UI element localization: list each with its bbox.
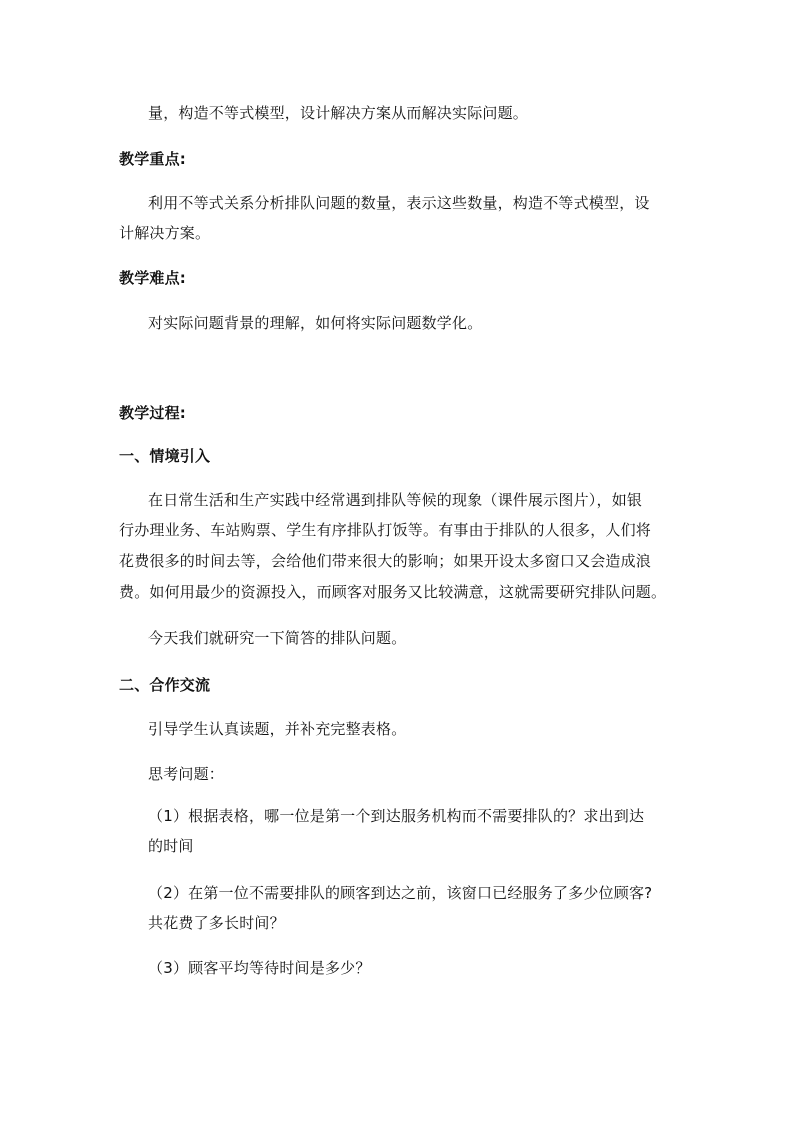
key-points-line-1: 利用不等式关系分析排队问题的数量，表示这些数量，构造不等式模型，设 bbox=[148, 194, 650, 212]
key-points-line-2: 计解决方案。 bbox=[119, 224, 211, 242]
intro-tail-text: 量，构造不等式模型，设计解决方案从而解决实际问题。 bbox=[148, 104, 529, 122]
section1-paragraph-line-3: 花费很多的时间去等，会给他们带来很大的影响；如果开设太多窗口又会造成浪 bbox=[119, 552, 652, 570]
question-3-line-1: （3）顾客平均等待时间是多少？ bbox=[148, 959, 371, 977]
section2-heading: 二、合作交流 bbox=[119, 676, 211, 694]
question-2-line-1: （2）在第一位不需要排队的顾客到达之前，该窗口已经服务了多少位顾客? bbox=[148, 884, 653, 902]
section1-heading: 一、情境引入 bbox=[119, 447, 211, 465]
process-heading: 教学过程: bbox=[119, 404, 186, 422]
difficulties-line-1: 对实际问题背景的理解，如何将实际问题数学化。 bbox=[148, 314, 483, 332]
question-2-line-2: 共花费了多长时间？ bbox=[148, 914, 285, 932]
section1-paragraph-line-1: 在日常生活和生产实践中经常遇到排队等候的现象（课件展示图片），如银 bbox=[148, 491, 643, 509]
section2-questions-label: 思考问题： bbox=[148, 765, 225, 783]
section2-instruction: 引导学生认真读题，并补充完整表格。 bbox=[148, 720, 407, 738]
section1-paragraph-line-2: 行办理业务、车站购票、学生有序排队打饭等。有事由于排队的人很多，人们将 bbox=[119, 521, 652, 539]
difficulties-heading: 教学难点: bbox=[119, 269, 186, 287]
question-1-line-1: （1）根据表格，哪一位是第一个到达服务机构而不需要排队的？求出到达 bbox=[148, 807, 645, 825]
section1-closing: 今天我们就研究一下简答的排队问题。 bbox=[148, 629, 407, 647]
key-points-heading: 教学重点: bbox=[119, 150, 186, 168]
question-1-line-2: 的时间 bbox=[148, 837, 194, 855]
section1-paragraph-line-4: 费。如何用最少的资源投入，而顾客对服务又比较满意，这就需要研究排队问题。 bbox=[119, 583, 667, 601]
